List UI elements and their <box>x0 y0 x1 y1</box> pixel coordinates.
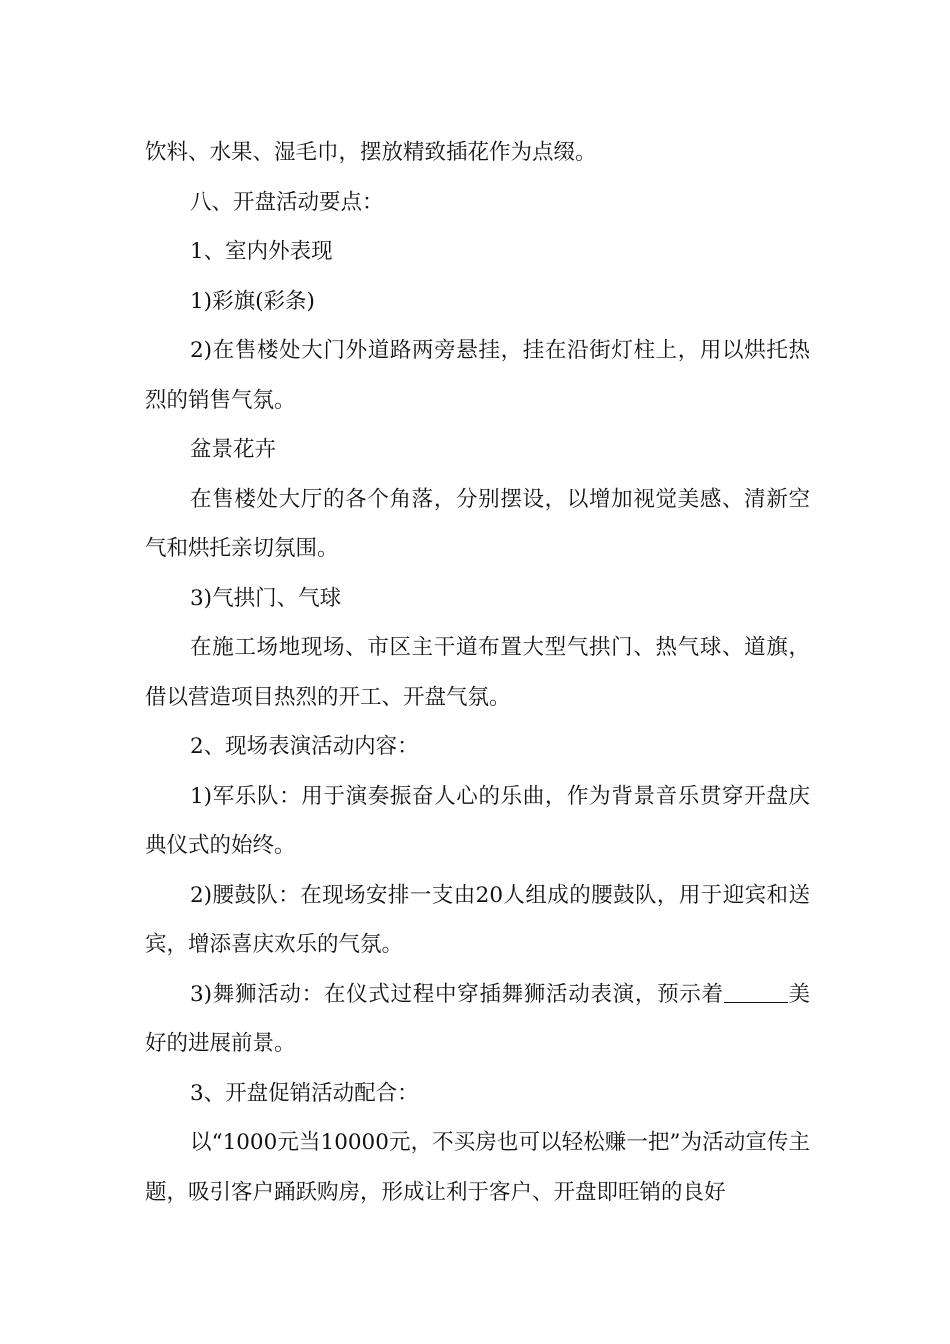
subheading-indoor-outdoor: 1、室内外表现 <box>190 239 333 264</box>
paragraph-arches-placement: 在施工场地现场、市区主干道布置大型气拱门、热气球、道旗，借以营造项目热烈的开工、开盘气氛。 <box>145 635 810 710</box>
lion-dance-text-after: 美好的进展前景。 <box>145 981 810 1056</box>
paragraph-flags-hanging: 2)在售楼处大门外道路两旁悬挂，挂在沿街灯柱上，用以烘托热烈的销售气氛。 <box>145 338 810 413</box>
section-heading-opening-points: 八、开盘活动要点： <box>190 189 384 215</box>
paragraph-lion-dance <box>145 970 810 1069</box>
document-body <box>145 128 810 1217</box>
paragraph-promotion-theme: 以“1000元当10000元，不买房也可以轻松赚一把”为活动宣传主题，吸引客户踊跃购房，形成让利于客户、开盘即旺销的良好 <box>145 1130 810 1205</box>
fill-in-blank <box>724 980 788 1003</box>
subheading-performances: 2、现场表演活动内容： <box>190 734 419 759</box>
lion-dance-text-before: 3)舞狮活动：在仪式过程中穿插舞狮活动表演，预示着 <box>190 981 724 1007</box>
paragraph-flowers-placement: 在售楼处大厅的各个角落，分别摆设，以增加视觉美感、清新空气和烘托亲切氛围。 <box>145 486 810 561</box>
paragraph-military-band: 1)军乐队：用于演奏振奋人心的乐曲，作为背景音乐贯穿开盘庆典仪式的始终。 <box>145 783 810 858</box>
item-potted-flowers: 盆景花卉 <box>190 437 277 462</box>
subheading-promotion: 3、开盘促销活动配合： <box>190 1080 419 1106</box>
paragraph-waist-drum-team: 2)腰鼓队：在现场安排一支由20人组成的腰鼓队，用于迎宾和送宾，增添喜庆欢乐的气氛。 <box>145 882 810 957</box>
item-colored-flags: 1)彩旗(彩条) <box>190 288 315 314</box>
item-arches-balloons: 3)气拱门、气球 <box>190 585 342 611</box>
paragraph-continuation: 饮料、水果、湿毛巾，摆放精致插花作为点缀。 <box>145 140 597 165</box>
